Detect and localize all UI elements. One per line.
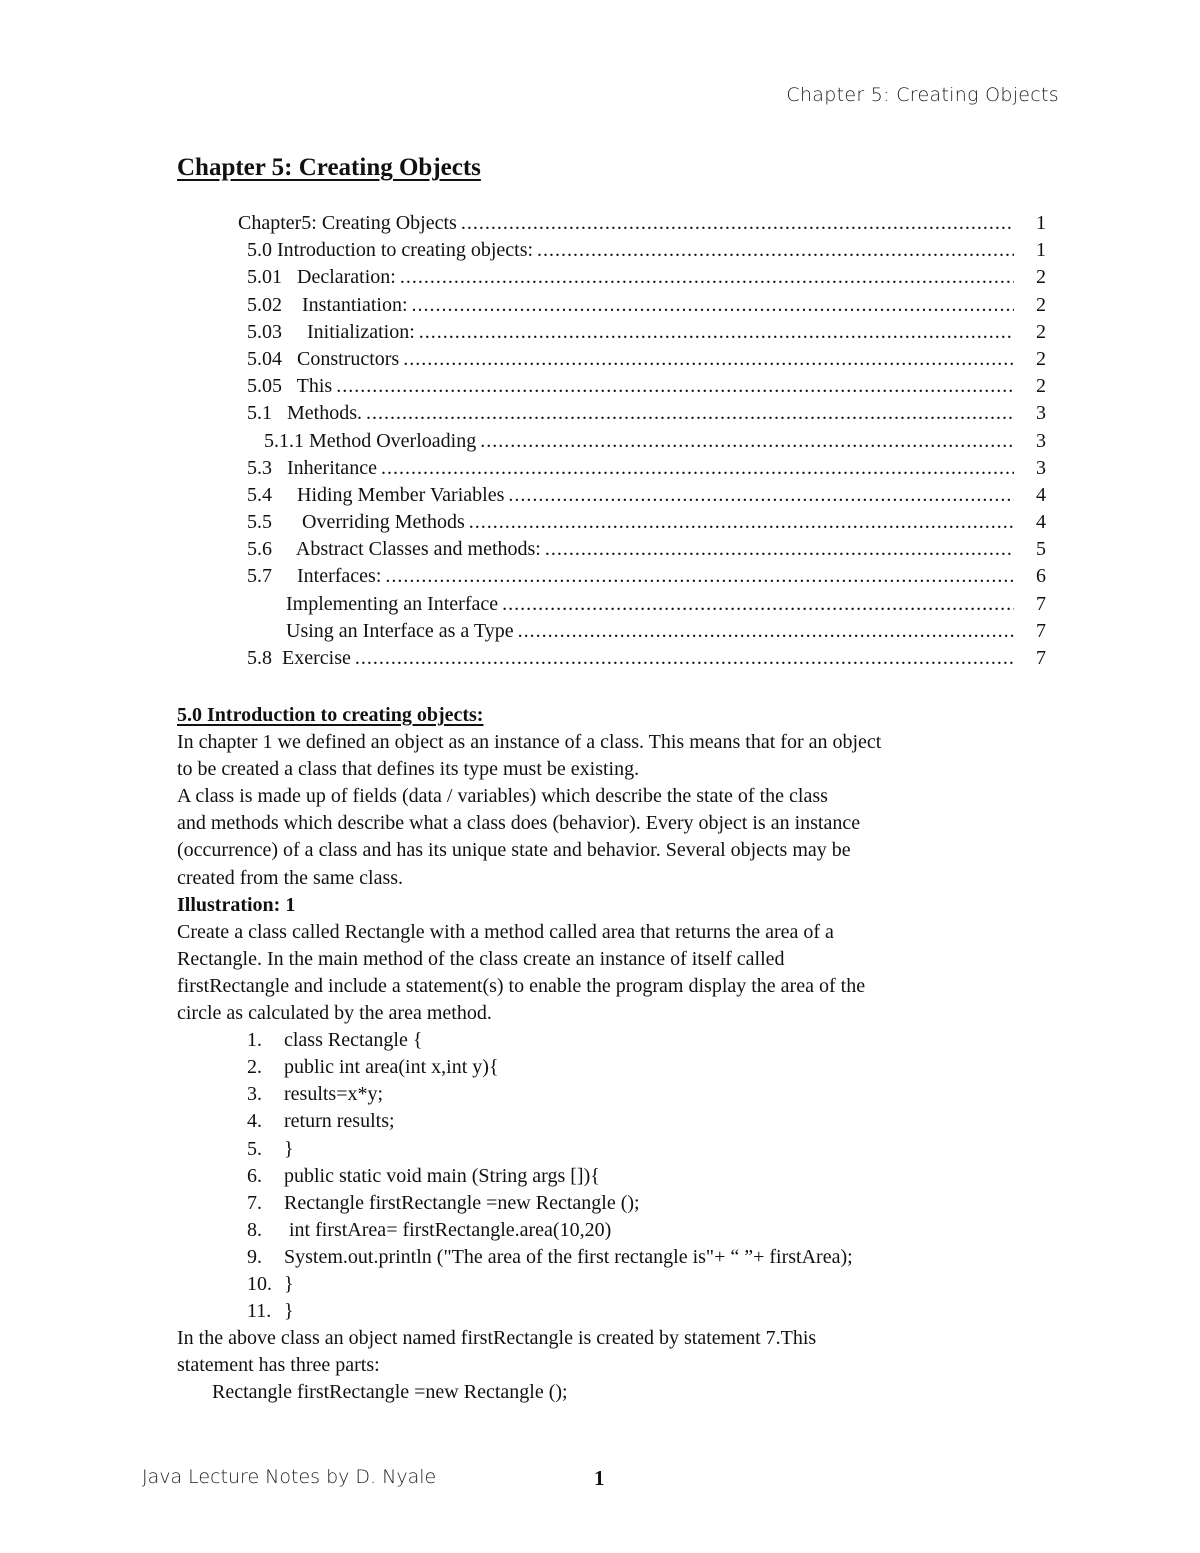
toc-entry (238, 538, 1046, 565)
toc-dot-leader (400, 266, 1014, 289)
toc-entry-label: 5.03 Initialization: (247, 320, 415, 343)
code-line (247, 1081, 1027, 1108)
toc-dot-leader (403, 348, 1014, 371)
toc-entry-page: 6 (1036, 565, 1046, 588)
chapter-title: Chapter 5: Creating Objects (177, 154, 481, 181)
code-line-number: 7. (247, 1191, 262, 1214)
code-line-number: 10. (247, 1272, 272, 1295)
toc-dot-leader (537, 239, 1014, 262)
code-line (247, 1136, 1027, 1163)
code-line (247, 1163, 1027, 1190)
page-number: 1 (594, 1466, 605, 1490)
toc-entry (238, 239, 1046, 266)
explanation-line: statement has three parts: (177, 1354, 380, 1377)
intro-paragraph (177, 729, 1027, 892)
code-line-text: } (284, 1272, 294, 1295)
toc-entry-label: Chapter5: Creating Objects (238, 212, 457, 234)
code-line-text: public int area(int x,int y){ (284, 1056, 499, 1079)
toc-entry-page: 5 (1036, 538, 1046, 561)
code-line-number: 3. (247, 1083, 262, 1106)
toc-entry (238, 402, 1046, 429)
toc-entry (238, 430, 1046, 457)
footer-author: Java Lecture Notes by D. Nyale (142, 1466, 437, 1488)
toc-entry (238, 593, 1046, 620)
toc-entry-label: 5.5 Overriding Methods (247, 511, 465, 534)
illustration-line: Rectangle. In the main method of the class create an instance of itself called (177, 947, 785, 970)
toc-entry-page: 7 (1036, 647, 1046, 669)
toc-entry-page: 4 (1036, 483, 1046, 506)
toc-entry-label: 5.0 Introduction to creating objects: (247, 239, 534, 262)
toc-entry-label: 5.7 Interfaces: (247, 565, 382, 588)
code-line-number: 8. (247, 1218, 262, 1241)
toc-dot-leader (469, 511, 1014, 534)
intro-line: and methods which describe what a class does (behavior). Every object is an instance (177, 812, 861, 835)
intro-line: (occurrence) of a class and has its unique state and behavior. Several objects may be (177, 839, 851, 862)
toc-dot-leader (508, 484, 1014, 507)
code-line (247, 1108, 1027, 1135)
code-line-number: 2. (247, 1056, 262, 1079)
toc-dot-leader (461, 212, 1014, 235)
code-line-number: 5. (247, 1137, 262, 1160)
toc-entry-page: 4 (1036, 511, 1046, 534)
table-of-contents (238, 212, 1046, 674)
toc-entry (238, 294, 1046, 321)
code-line-text: Rectangle firstRectangle =new Rectangle (); (284, 1191, 640, 1214)
code-line-text: } (284, 1137, 294, 1160)
toc-entry-page: 2 (1036, 320, 1046, 343)
toc-entry (238, 212, 1046, 239)
illustration-line: circle as calculated by the area method. (177, 1002, 492, 1025)
toc-entry (238, 348, 1046, 375)
code-line-text: System.out.println ("The area of the first rectangle is"+ “ ”+ firstArea); (284, 1245, 853, 1268)
toc-entry-label: 5.05 This (247, 375, 333, 398)
code-line (247, 1244, 1027, 1271)
toc-entry (238, 266, 1046, 293)
toc-entry-page: 1 (1036, 212, 1046, 234)
toc-entry-page: 2 (1036, 293, 1046, 316)
toc-entry-label: 5.01 Declaration: (247, 266, 396, 289)
toc-entry-label: 5.1.1 Method Overloading (264, 429, 477, 452)
toc-entry-page: 2 (1036, 375, 1046, 398)
illustration-heading: Illustration: 1 (177, 893, 296, 916)
toc-entry-label: Using an Interface as a Type (286, 619, 514, 642)
toc-dot-leader (480, 430, 1014, 453)
code-line-number: 11. (247, 1300, 272, 1323)
toc-entry-page: 7 (1036, 592, 1046, 615)
code-line-text: return results; (284, 1110, 395, 1133)
explanation-paragraph (177, 1325, 1027, 1379)
code-line-text: } (284, 1300, 294, 1323)
toc-entry (238, 620, 1046, 647)
code-line-number: 1. (247, 1029, 262, 1052)
section-body (177, 702, 1027, 1406)
section-heading: 5.0 Introduction to creating objects: (177, 704, 484, 726)
code-line-text: results=x*y; (284, 1083, 384, 1106)
intro-line: In chapter 1 we defined an object as an instance of a class. This means that for an object (177, 731, 882, 754)
toc-dot-leader (419, 321, 1014, 344)
toc-entry-label: Implementing an Interface (286, 592, 499, 615)
toc-dot-leader (336, 375, 1014, 398)
toc-entry-label: 5.04 Constructors (247, 347, 400, 370)
toc-dot-leader (412, 294, 1014, 317)
toc-entry (238, 511, 1046, 538)
toc-dot-leader (545, 538, 1014, 561)
toc-entry-label: 5.1 Methods. (247, 402, 362, 425)
toc-dot-leader (366, 402, 1014, 425)
illustration-line: firstRectangle and include a statement(s) to enable the program display the area of the (177, 974, 866, 997)
running-header: Chapter 5: Creating Objects (786, 84, 1059, 106)
toc-entry (238, 321, 1046, 348)
intro-line: created from the same class. (177, 866, 404, 889)
toc-dot-leader (355, 647, 1014, 670)
code-line-number: 4. (247, 1110, 262, 1133)
toc-entry-label: 5.8 Exercise (247, 647, 351, 669)
code-line (247, 1054, 1027, 1081)
statement-line: Rectangle firstRectangle =new Rectangle (); (212, 1381, 568, 1404)
code-listing (177, 1027, 1027, 1325)
code-line (247, 1027, 1027, 1054)
code-line-text: int firstArea= firstRectangle.area(10,20) (284, 1218, 612, 1241)
toc-dot-leader (381, 457, 1014, 480)
code-line (247, 1271, 1027, 1298)
toc-entry-label: 5.4 Hiding Member Variables (247, 483, 505, 506)
toc-entry-page: 2 (1036, 347, 1046, 370)
code-line-number: 6. (247, 1164, 262, 1187)
toc-dot-leader (518, 620, 1014, 643)
toc-entry-page: 3 (1036, 429, 1046, 452)
toc-entry-page: 3 (1036, 456, 1046, 479)
toc-entry (238, 457, 1046, 484)
toc-entry-page: 7 (1036, 619, 1046, 642)
code-line-text: public static void main (String args []){ (284, 1164, 600, 1187)
illustration-paragraph (177, 919, 1027, 1027)
toc-entry-label: 5.3 Inheritance (247, 456, 377, 479)
code-line (247, 1298, 1027, 1325)
toc-entry-label: 5.6 Abstract Classes and methods: (247, 538, 541, 561)
code-line (247, 1217, 1027, 1244)
toc-dot-leader (385, 565, 1014, 588)
explanation-line: In the above class an object named firstRectangle is created by statement 7.This (177, 1327, 817, 1350)
toc-entry-label: 5.02 Instantiation: (247, 293, 408, 316)
toc-entry-page: 1 (1036, 239, 1046, 262)
toc-dot-leader (502, 593, 1014, 616)
toc-entry (238, 647, 1046, 674)
code-line-text: class Rectangle { (284, 1029, 423, 1052)
intro-line: to be created a class that defines its type must be existing. (177, 758, 640, 781)
intro-line: A class is made up of fields (data / variables) which describe the state of the class (177, 785, 828, 808)
toc-entry-page: 3 (1036, 402, 1046, 425)
code-line (247, 1190, 1027, 1217)
toc-entry (238, 375, 1046, 402)
code-line-number: 9. (247, 1245, 262, 1268)
illustration-line: Create a class called Rectangle with a method called area that returns the area of a (177, 920, 834, 943)
toc-entry (238, 565, 1046, 592)
toc-entry-page: 2 (1036, 266, 1046, 289)
toc-entry (238, 484, 1046, 511)
